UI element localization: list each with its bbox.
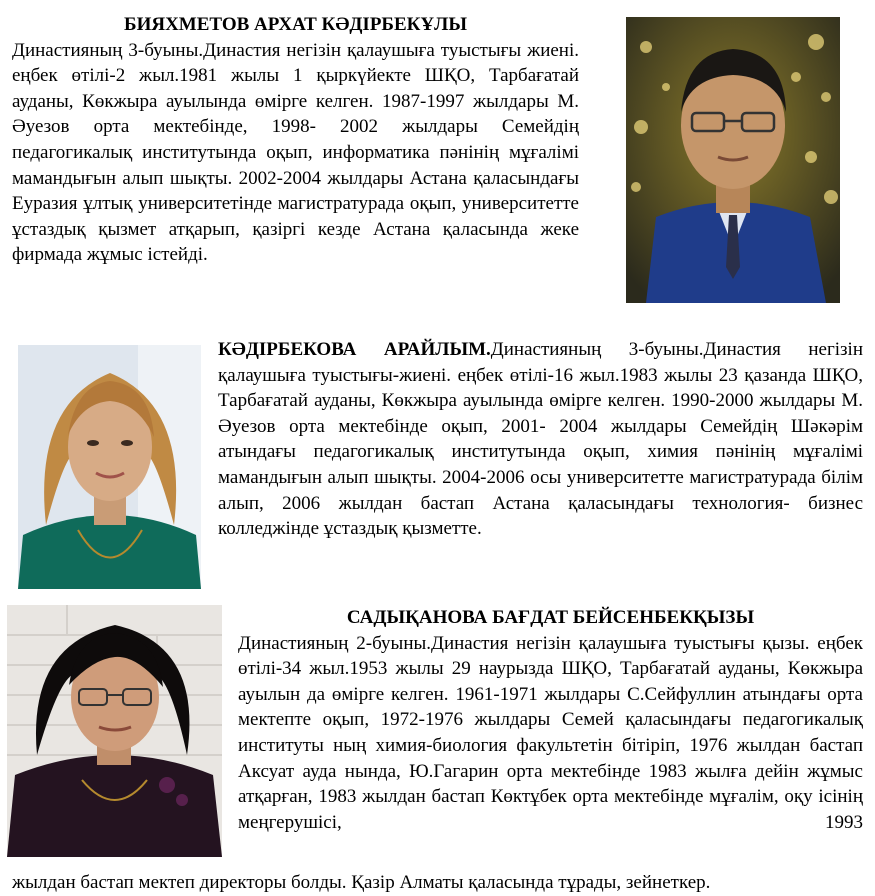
older-woman-glasses-photo — [7, 605, 222, 857]
person-name: КӘДІРБЕКОВА АРАЙЛЫМ. — [218, 339, 491, 360]
woman-green-dress-photo — [18, 345, 201, 589]
bio-sadykanova — [238, 605, 863, 835]
bio-sadykanova-last-line — [12, 870, 864, 896]
person-name: САДЫҚАНОВА БАҒДАТ БЕЙСЕНБЕКҚЫЗЫ — [346, 607, 755, 628]
bio-text: Династияның 3-буыны.Династия негізін қалаушыға туыстығы жиені. еңбек өтілі-2 жыл.1981 жылы 1 қыркүйекте ШҚО, Тарбағатай ауданы, Көкжыра ауылында өмірге келген. 1987-1997 жылдары М. Әуезов орта мектебінде, 1998- 2002 жылдары Семейдің педагогикалық институтында оқып, информатика пәнінің мұғалімі мамандығын алып шықты. 2002-2004 жылдары Астана қаласындағы Еуразия ұлтық университетінде магистратурада оқып, университетте ұстаздық қызмет атқарып, қазіргі кезде Астана қаласында жеке фирмада жұмыс істейді. — [12, 39, 579, 266]
bio-kadirbekova — [218, 337, 863, 542]
person-name: БИЯХМЕТОВ АРХАТ КӘДІРБЕКҰЛЫ — [124, 14, 467, 35]
bio-biyakhmetov — [12, 12, 579, 268]
bio-text-continuation: жылдан бастап мектеп директоры болды. Қазір Алматы қаласында тұрады, зейнеткер. — [12, 872, 711, 893]
bio-text: Династияның 2-буыны.Династия негізін қалаушыға туыстығы қызы. еңбек өтілі-34 жыл.1953 жылы 29 наурызда ШҚО, Тарбағатай ауданы, Көкжыра ауылын да өмірге келген. 1961-1971 жылдары С.Сейфуллин атындағы орта мектепте оқып, 1972-1976 жылдары Семей қаласындағы педагогикалық институты ның химия-биология факультетін бітіріп, 1976 жылдан бастап Аксуат ауда нында, Ю.Гагарин орта мектебінде 1983 жылға дейін жұмыс атқарған, 1983 жылдан бастап Көктұбек орта мектебінде мұғалім, оқу ісінің меңгерушісі, 1993 — [238, 632, 863, 833]
man-in-suit-photo — [626, 17, 840, 303]
bio-text: Династияның 3-буыны.Династия негізін қалаушыға туыстығы-жиені. еңбек өтілі-16 жыл.1983 жылы 23 қазанда ШҚО, Тарбағатай ауданы, Көкжыра ауылында өмірге келген. 1990-2000 жылдары М. Әуезов орта мектебінде оқып, 2001- 2004 жылдары Семейдің Шәкәрім атындағы педагогикалық институтында оқып, химия пәнінің мұғалімі мамандығын алып шықты. 2004-2006 осы университетте магистратурада білім алып, 2006 жылдан бастап Астана қаласындағы технология- бизнес колледжінде ұстаздық қызметте. — [218, 339, 863, 540]
